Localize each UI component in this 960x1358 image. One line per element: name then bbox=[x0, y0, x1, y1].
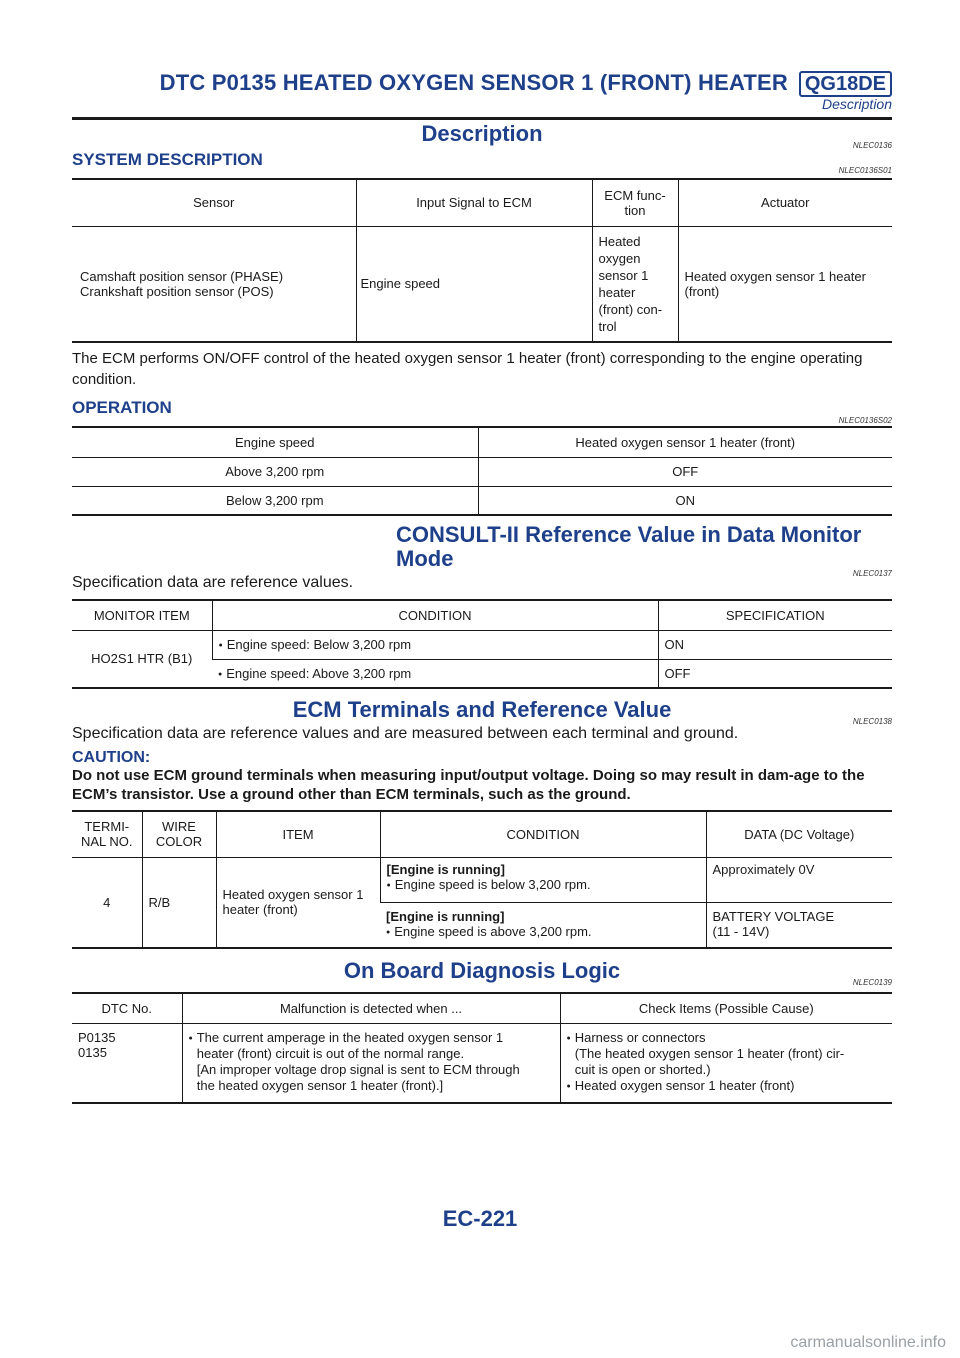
system-col-input: Input Signal to ECM bbox=[356, 179, 592, 226]
consult-section bbox=[72, 522, 892, 578]
obd-causes-cell: ● Harness or connectors (The heated oxygen sensor 1 heater (front) cir- cuit is open or shorted.) ● Heated oxygen sensor 1 heater (front) bbox=[560, 1023, 892, 1103]
system-cell-actuator: Heated oxygen sensor 1 heater (front) bbox=[678, 226, 892, 342]
ecm-title: ECM Terminals and Reference Value bbox=[292, 697, 672, 722]
ecm-section bbox=[72, 697, 892, 726]
obd-table-wrap bbox=[72, 992, 892, 1104]
consult-code: NLEC0137 bbox=[852, 569, 892, 578]
obd-col-causes: Check Items (Possible Cause) bbox=[560, 993, 892, 1023]
page-number: EC-221 bbox=[442, 1206, 518, 1231]
operation-table-wrap bbox=[72, 426, 892, 516]
consult-col-condition: CONDITION bbox=[212, 600, 658, 630]
ecm-data-cell: Approximately 0V bbox=[706, 857, 892, 902]
ecm-note: Specification data are reference values and are measured between each terminal and ground. bbox=[72, 725, 739, 742]
obd-title: On Board Diagnosis Logic bbox=[343, 958, 621, 983]
obd-dtc-cell: P0135 0135 bbox=[72, 1023, 182, 1103]
consult-spec-cell: OFF bbox=[658, 659, 892, 688]
consult-title: CONSULT-II Reference Value in Data Monitor Mode bbox=[396, 522, 862, 571]
operation-cell: Below 3,200 rpm bbox=[72, 486, 478, 515]
ecm-condition-cell: [Engine is running] ● Engine speed is above 3,200 rpm. bbox=[380, 902, 706, 948]
consult-col-spec: SPECIFICATION bbox=[658, 600, 892, 630]
consult-note: Specification data are reference values. bbox=[72, 574, 354, 591]
ecm-col-terminal: TERMI- NAL NO. bbox=[80, 819, 133, 850]
system-description-code: NLEC0136S01 bbox=[838, 166, 892, 175]
obd-col-dtc: DTC No. bbox=[101, 1000, 153, 1016]
ecm-terminal-no: 4 bbox=[72, 857, 142, 948]
table-row bbox=[72, 457, 892, 486]
obd-malfunction-cell: ● The current amperage in the heated oxygen sensor 1 heater (front) circuit is out of the normal range. [An improper voltage drop signal is sent to ECM through the heated oxygen sensor 1 heater (front).] bbox=[182, 1023, 560, 1103]
operation-cell: OFF bbox=[478, 457, 892, 486]
system-table-wrap bbox=[72, 178, 892, 343]
ecm-wire-color: R/B bbox=[142, 857, 216, 948]
obd-table bbox=[72, 992, 892, 1104]
table-row bbox=[72, 486, 892, 515]
operation-code: NLEC0136S02 bbox=[838, 416, 892, 425]
obd-col-malfunction: Malfunction is detected when ... bbox=[182, 993, 560, 1023]
consult-table bbox=[72, 599, 892, 689]
caution-text: Do not use ECM ground terminals when measuring input/output voltage. Doing so may result in dam-age to the ECM’s transistor. Use a ground other than ECM terminals, such as the ground. bbox=[72, 767, 865, 803]
system-description-title: SYSTEM DESCRIPTION bbox=[72, 150, 263, 169]
obd-code: NLEC0139 bbox=[852, 978, 892, 987]
system-col-sensor: Sensor bbox=[193, 195, 235, 211]
operation-col-heater: Heated oxygen sensor 1 heater (front) bbox=[478, 427, 892, 457]
ecm-data-cell: BATTERY VOLTAGE (11 - 14V) bbox=[706, 902, 892, 948]
watermark: carmanualsonline.info bbox=[790, 1334, 946, 1351]
ecm-col-data: DATA (DC Voltage) bbox=[706, 811, 892, 857]
ecm-col-condition: CONDITION bbox=[380, 811, 706, 857]
header-subtitle: Description bbox=[821, 96, 892, 112]
system-col-function: ECM func- tion bbox=[592, 179, 678, 226]
ecm-table-wrap bbox=[72, 810, 892, 949]
ecm-terminal-table bbox=[72, 810, 892, 949]
header-title: DTC P0135 HEATED OXYGEN SENSOR 1 (FRONT) HEATER bbox=[159, 70, 788, 95]
ecm-condition-cell: [Engine is running] ● Engine speed is below 3,200 rpm. bbox=[380, 857, 706, 902]
operation-title: OPERATION bbox=[72, 398, 172, 417]
ecm-item: Heated oxygen sensor 1 heater (front) bbox=[216, 857, 380, 948]
consult-col-item: MONITOR ITEM bbox=[93, 607, 190, 623]
page-header bbox=[72, 70, 892, 118]
table-row bbox=[72, 226, 892, 342]
operation-table bbox=[72, 426, 892, 516]
engine-badge: QG18DE bbox=[799, 71, 892, 97]
ecm-col-item: ITEM bbox=[216, 811, 380, 857]
table-row bbox=[72, 630, 892, 659]
table-row bbox=[72, 1023, 892, 1103]
system-cell-input: Engine speed bbox=[356, 226, 592, 342]
consult-spec-cell: ON bbox=[658, 630, 892, 659]
caution-label: CAUTION: bbox=[72, 749, 151, 766]
system-description-heading bbox=[72, 150, 892, 175]
consult-monitor-item: HO2S1 HTR (B1) bbox=[72, 630, 212, 688]
ecm-col-wire: WIRE COLOR bbox=[142, 811, 216, 857]
system-description-table bbox=[72, 178, 892, 343]
description-section bbox=[72, 121, 892, 150]
operation-heading bbox=[72, 398, 892, 425]
operation-cell: ON bbox=[478, 486, 892, 515]
description-code: NLEC0136 bbox=[852, 141, 892, 150]
system-col-actuator: Actuator bbox=[678, 179, 892, 226]
operation-cell: Above 3,200 rpm bbox=[72, 457, 478, 486]
consult-condition-cell: ● Engine speed: Above 3,200 rpm bbox=[212, 659, 658, 688]
description-title: Description bbox=[421, 121, 543, 146]
consult-table-wrap bbox=[72, 599, 892, 689]
table-row bbox=[72, 857, 892, 902]
system-cell-sensor: Camshaft position sensor (PHASE) Crankshaft position sensor (POS) bbox=[72, 226, 356, 342]
consult-condition-cell: ● Engine speed: Below 3,200 rpm bbox=[212, 630, 658, 659]
obd-section bbox=[72, 958, 892, 987]
ecm-code: NLEC0138 bbox=[852, 717, 892, 726]
operation-col-speed: Engine speed bbox=[234, 434, 315, 450]
header-rule bbox=[72, 117, 892, 120]
system-cell-function: Heated oxygen sensor 1 heater (front) con- trol bbox=[592, 226, 678, 342]
control-paragraph: The ECM performs ON/OFF control of the heated oxygen sensor 1 heater (front) corresponding to the engine operating condition. bbox=[72, 350, 863, 388]
